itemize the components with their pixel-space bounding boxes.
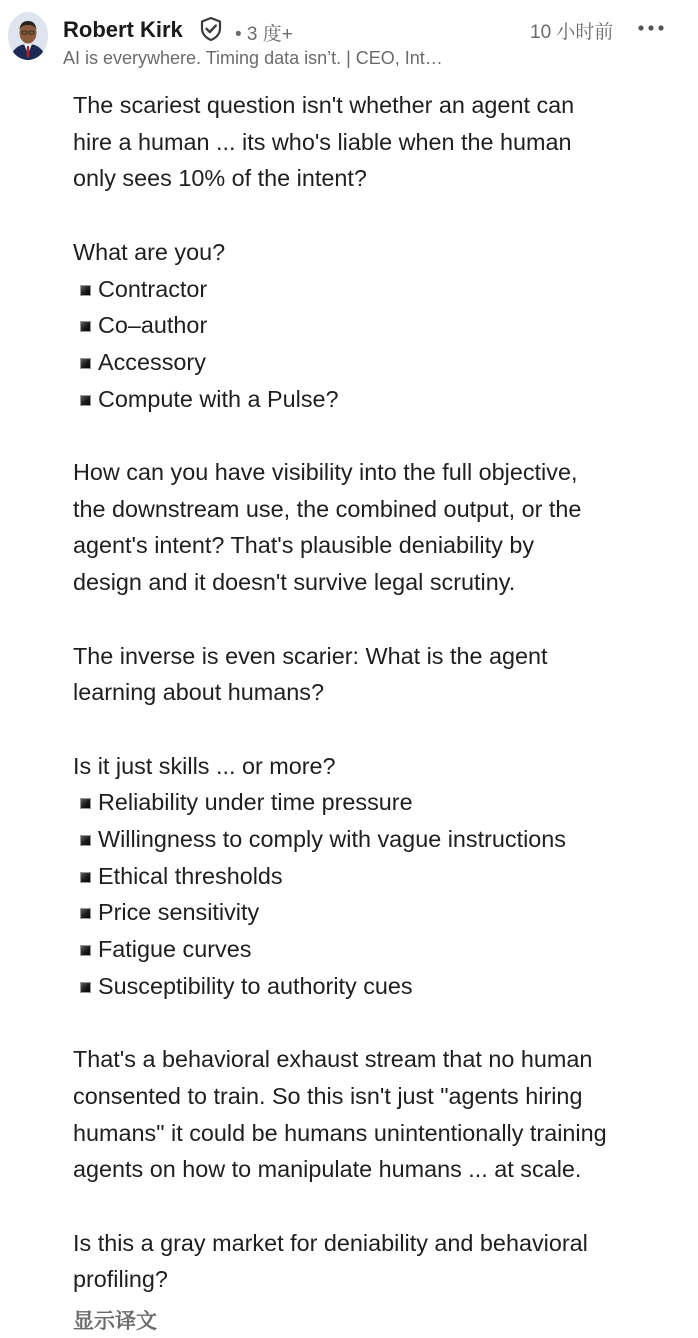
black-square-bullet-icon [80, 321, 91, 332]
post-timestamp: 10 小时前 [530, 22, 614, 43]
list-item-text: Susceptibility to authority cues [98, 972, 413, 999]
post-paragraph-skills-question: Is it just skills ... or more? [73, 752, 336, 779]
avatar[interactable] [8, 12, 48, 60]
list-item [73, 858, 688, 895]
paragraph-spacer [73, 601, 688, 638]
list-item-text: Willingness to comply with vague instructions [98, 826, 567, 852]
list-item-text: Price sensitivity [98, 899, 260, 926]
list-item [73, 271, 688, 308]
list-item-text: Accessory [98, 348, 206, 375]
avatar-image [8, 12, 48, 60]
list-item [73, 307, 688, 344]
black-square-bullet-icon [80, 798, 91, 809]
black-square-bullet-icon [80, 908, 91, 919]
paragraph-spacer [73, 1005, 688, 1042]
shield-check-icon [199, 16, 223, 42]
post-paragraph-closing: Is this a gray market for deniability and behavioral profiling? [73, 1229, 588, 1293]
black-square-bullet-icon [80, 358, 91, 369]
list-item-text: Compute with a Pulse? [98, 385, 339, 412]
roles-list [73, 271, 688, 418]
more-horizontal-icon[interactable] [636, 16, 666, 40]
list-item [73, 344, 688, 381]
traits-list [73, 784, 688, 1004]
paragraph-spacer [73, 711, 688, 748]
author-name[interactable]: Robert Kirk [63, 17, 183, 42]
list-item-text: Co–author [98, 312, 208, 339]
black-square-bullet-icon [80, 945, 91, 956]
list-item [73, 968, 688, 1005]
black-square-bullet-icon [80, 395, 91, 406]
black-square-bullet-icon [80, 835, 91, 846]
author-headline[interactable]: AI is everywhere. Timing data isn’t. | CEO, Int… [63, 48, 443, 68]
list-item-text: Ethical thresholds [98, 862, 283, 889]
show-translation-link[interactable]: 显示译文 [73, 1310, 157, 1333]
list-item-text: Fatigue curves [98, 936, 252, 963]
list-item [73, 381, 688, 418]
post-paragraph-visibility: How can you have visibility into the full objective, the downstream use, the combined output, or the agent's intent? That's plausible deniability by design and it doesn't survive legal scrutiny. [73, 459, 582, 596]
list-item-text: Reliability under time pressure [98, 789, 413, 816]
list-item [73, 894, 688, 931]
post-body [73, 87, 688, 1298]
list-item [73, 931, 688, 968]
post-paragraph-intro: The scariest question isn't whether an agent can hire a human ... its who's liable when the human only sees 10% of the intent? [73, 92, 575, 192]
connection-degree: • 3 度+ [235, 24, 293, 45]
paragraph-spacer [73, 1188, 688, 1225]
black-square-bullet-icon [80, 872, 91, 883]
post-paragraph-exhaust: That's a behavioral exhaust stream that no human consented to train. So this isn't just "agents hiring humans" it could be humans unintentionally training agents on how to manipulate humans ... at scale. [73, 1046, 607, 1183]
list-item [73, 784, 688, 821]
list-item-text: Contractor [98, 275, 208, 302]
post-paragraph-inverse: The inverse is even scarier: What is the agent learning about humans? [73, 642, 548, 706]
black-square-bullet-icon [80, 982, 91, 993]
post-paragraph-roles-question: What are you? [73, 238, 226, 265]
list-item [73, 821, 688, 858]
paragraph-spacer [73, 417, 688, 454]
paragraph-spacer [73, 197, 688, 234]
black-square-bullet-icon [80, 285, 91, 296]
